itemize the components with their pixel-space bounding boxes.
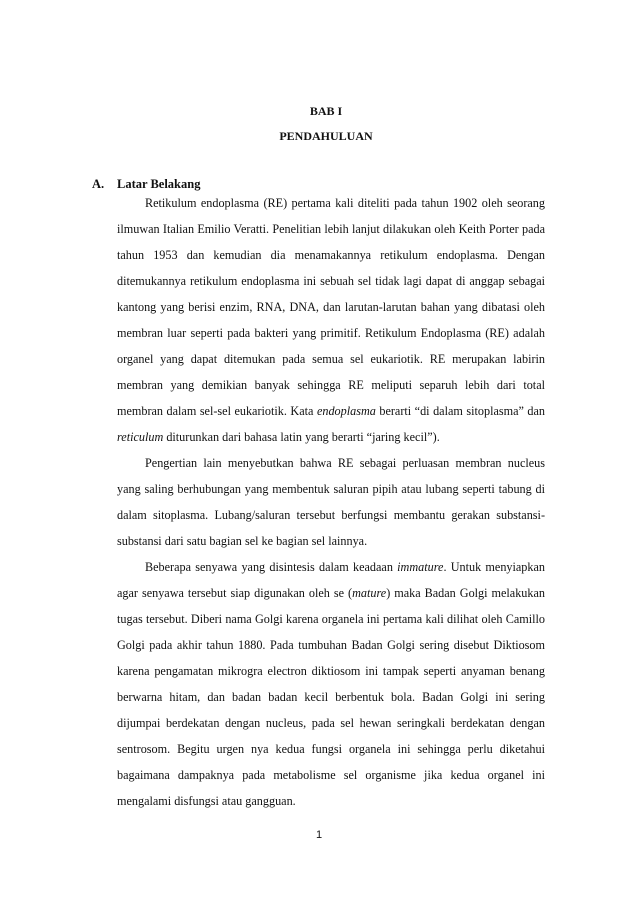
paragraph-1	[117, 190, 545, 450]
section-title: Latar Belakang	[117, 177, 201, 191]
paragraph-3-text-a: Beberapa senyawa yang disintesis dalam keadaan	[145, 560, 398, 574]
paragraph-1-text-c: diturunkan dari bahasa latin yang berarti “jaring kecil”).	[163, 430, 440, 444]
section-marker: A.	[92, 177, 105, 191]
chapter-title: PENDAHULUAN	[279, 129, 373, 143]
paragraph-3	[117, 554, 545, 814]
paragraph-1-text-b: berarti “di dalam sitoplasma” dan	[375, 404, 546, 418]
paragraph-3-text-b: . Untuk menyiapkan agar senyawa tersebut siap digunakan oleh se (	[117, 560, 545, 600]
page-number: 1	[315, 829, 323, 841]
term-reticulum: reticulum	[117, 430, 164, 444]
chapter-number: BAB I	[309, 104, 343, 118]
term-mature: mature	[352, 586, 387, 600]
paragraph-1-text-a: Retikulum endoplasma (RE) pertama kali diteliti pada tahun 1902 oleh seorang ilmuwan Italian Emilio Veratti. Penelitian lebih lanjut dilakukan oleh Keith Porter pada tahun 1953 dan kemudian dia menamakannya retikulum endoplasma. Dengan ditemukannya retikulum endoplasma ini sebuah sel tidak lagi dapat di anggap sebagai kantong yang berisi enzim, RNA, DNA, dan larutan-larutan bahan yang dibatasi oleh membran luar seperti pada bakteri yang primitif. Retikulum Endoplasma (RE) adalah organel yang dapat ditemukan pada semua sel eukariotik. RE merupakan labirin membran yang demikian banyak sehingga RE meliputi separuh lebih dari total membran dalam sel-sel eukariotik. Kata	[117, 196, 545, 418]
paragraph-2: Pengertian lain menyebutkan bahwa RE sebagai perluasan membran nucleus yang saling berhubungan yang membentuk saluran pipih atau lubang seperti tabung di dalam sitoplasma. Lubang/saluran tersebut berfungsi membantu gerakan substansi-substansi dari satu bagian sel ke bagian sel lainnya.	[117, 456, 545, 548]
body-text	[117, 190, 545, 814]
term-endoplasma: endoplasma	[316, 404, 376, 418]
term-immature: immature	[397, 560, 444, 574]
paragraph-3-text-c: ) maka Badan Golgi melakukan tugas tersebut. Diberi nama Golgi karena organela ini pertama kali dilihat oleh Camillo Golgi pada akhir tahun 1880. Pada tumbuhan Badan Golgi sering disebut Diktiosom karena pengamatan mikrogra electron diktiosom ini tampak seperti anyaman benang berwarna hitam, dan badan badan kecil berbentuk bola. Badan Golgi ini sering dijumpai berdekatan dengan nucleus, pada sel hewan seringkali berdekatan dengan sentrosom. Begitu urgen nya kedua fungsi organela ini sehingga perlu diketahui bagaimana dampaknya pada metabolisme sel organisme jika kedua organel ini mengalami disfungsi atau gangguan.	[117, 586, 545, 808]
